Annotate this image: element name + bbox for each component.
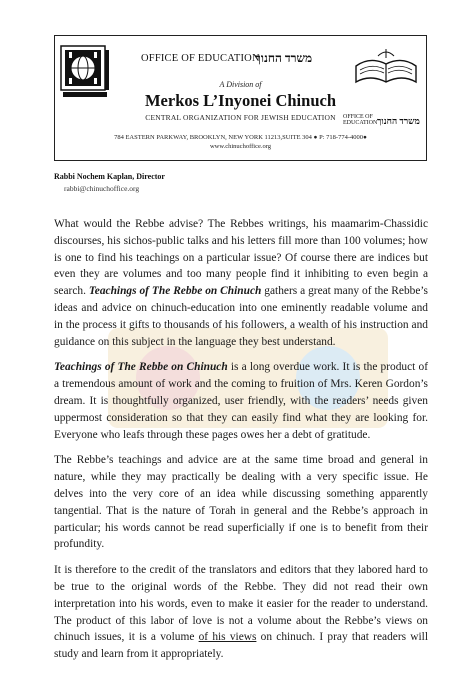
paragraph-2 bbox=[54, 359, 428, 443]
paragraph-1-rest: gathers a great many of the Rebbe’s ideas and advice on chinuch-education into one eminently readable volume and in the process it gifts to thousands of his followers, a wealth of his instruction and guidance on this subject in the language they best understand. bbox=[54, 285, 428, 348]
letterhead bbox=[54, 35, 427, 161]
office-hebrew-label: משרד החנוך bbox=[255, 51, 313, 65]
address-line: 784 EASTERN PARKWAY, BROOKLYN, NEW YORK 11213,SUITE 304 ● P: 718-774-4000● bbox=[114, 134, 367, 141]
paragraph-1-intro: What would the Rebbe advise? The Rebbes writings, his maamarim-Chassidic discourses, his sichos-public talks and his letters fill more than 100 volumes; how is one to find his teachings on a particular issue? Of course there are indices but even they are volumes and too many people find it inhibiting to even begin a search. bbox=[54, 218, 428, 298]
office-label: OFFICE OF EDUCATION bbox=[141, 53, 260, 64]
logo-right-label: OFFICE OF EDUCATION bbox=[343, 114, 378, 126]
paragraph-1 bbox=[54, 216, 428, 350]
paragraph-4 bbox=[54, 562, 428, 663]
organization-name: Merkos L’Inyonei Chinuch bbox=[144, 91, 336, 110]
director-email-link[interactable]: rabbi@chinuchoffice.org bbox=[64, 184, 140, 193]
paragraph-3: The Rebbe’s teachings and advice are at the same time broad and general in nature, while they may practically be dealing with a very specific issue. He delves into the very core of an idea while discussing something apparently tangential. That is the nature of Torah in general and the Rebbe’s approach in particular; his words cannot be read superficially if one is to benefit from their profundity. bbox=[54, 454, 428, 551]
organization-subtitle: CENTRAL ORGANIZATION FOR JEWISH EDUCATION bbox=[145, 113, 336, 122]
website-link[interactable]: www.chinuchoffice.org bbox=[209, 143, 272, 150]
paragraph-4-rest: on chinuch. I pray that readers will study and learn from it appropriately. bbox=[54, 631, 428, 661]
letter-body bbox=[54, 216, 428, 672]
paragraph-4-underline: of his views bbox=[198, 631, 257, 644]
book-title-2: Teachings of The Rebbe on Chinuch bbox=[54, 361, 228, 374]
paragraph-2-rest: is a long overdue work. It is the product of a tremendous amount of work and the coming to fruition of Mrs. Keren Gordon’s dream. It is thoughtfully organized, user friendly, with the readers’ needs given uppermost consideration so that they can easily find what they are looking for. Everyone who leafs through these pages owes her a debt of gratitude. bbox=[54, 361, 428, 441]
logo-right-hebrew: משרד החנוך bbox=[377, 116, 420, 126]
book-title-1: Teachings of The Rebbe on Chinuch bbox=[88, 285, 262, 298]
director-name: Rabbi Nochem Kaplan, Director bbox=[54, 172, 165, 181]
paragraph-4-intro: It is therefore to the credit of the translators and editors that they labored hard to be true to the original words of the Rebbe. They did not read their own interpretation into his words, even to make it easier for the reader to understand. The product of this labor of love is not a volume about the Rebbe’s views on chinuch issues, it is a volume bbox=[54, 564, 428, 644]
division-line: A Division of bbox=[219, 80, 262, 89]
